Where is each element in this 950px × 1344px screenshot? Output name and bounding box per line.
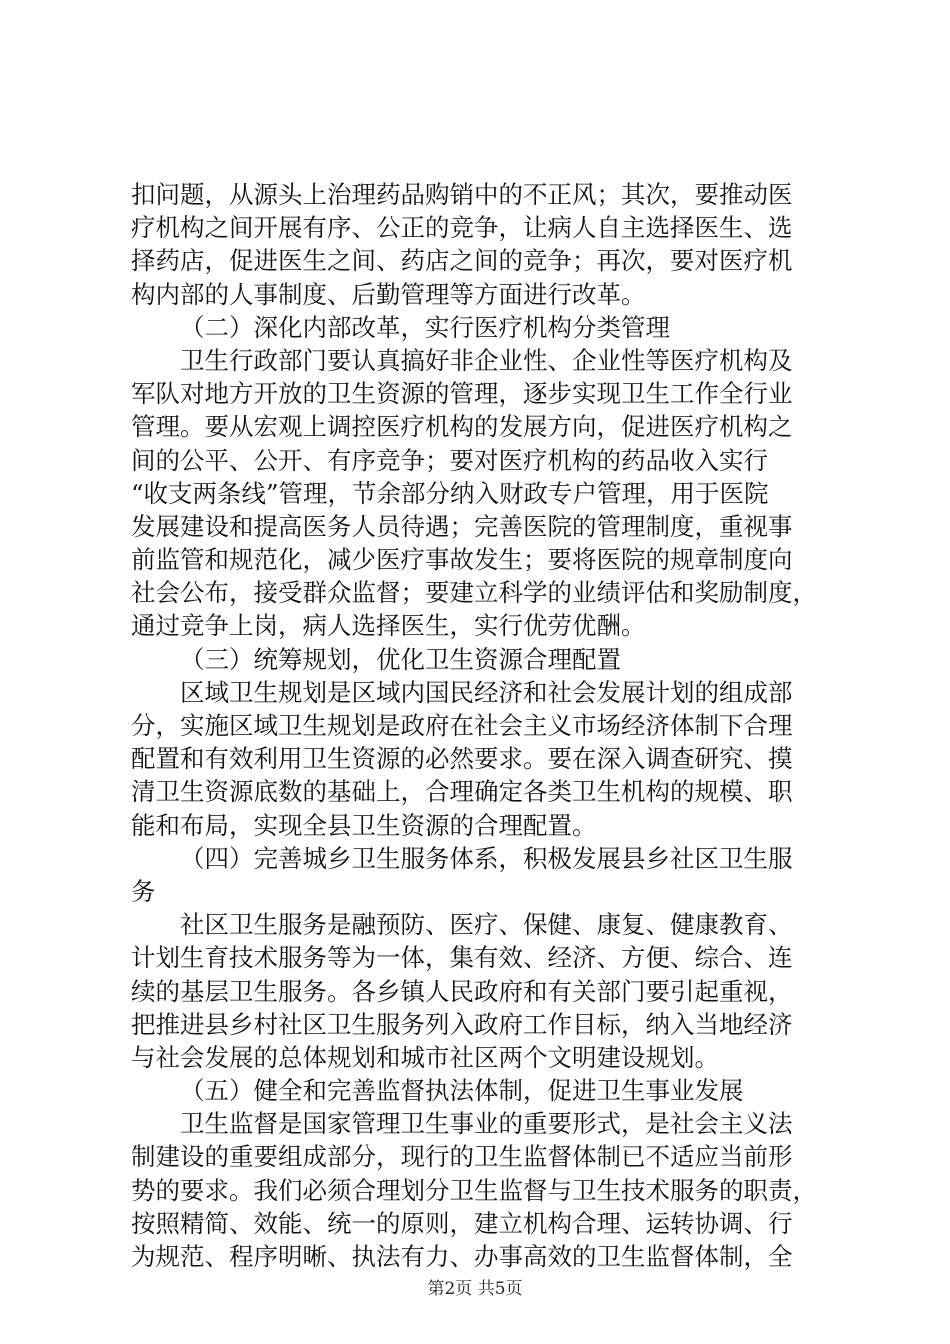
text-line: 军队对地方开放的卫生资源的管理，逐步实现卫生工作全行业 (131, 379, 793, 409)
text-line: 社会公布，接受群众监督；要建立科学的业绩评估和奖励制度， (131, 578, 817, 608)
text-line: 配置和有效利用卫生资源的必然要求。要在深入调查研究、摸 (131, 744, 793, 774)
section-heading: （五）健全和完善监督执法体制，促进卫生事业发展 (180, 1076, 744, 1106)
section-heading: （二）深化内部改革，实行医疗机构分类管理 (180, 312, 670, 342)
text-line: 分，实施区域卫生规划是政府在社会主义市场经济体制下合理 (131, 711, 793, 740)
text-line: 构内部的人事制度、后勤管理等方面进行改革。 (131, 279, 646, 309)
text-line: 通过竞争上岗，病人选择医生，实行优劳优酬。 (131, 611, 646, 641)
text-line: 与社会发展的总体规划和城市社区两个文明建设规划。 (131, 1042, 719, 1072)
text-line: 清卫生资源底数的基础上，合理确定各类卫生机构的规模、职 (131, 777, 793, 807)
section-heading: （三）统筹规划，优化卫生资源合理配置 (180, 644, 621, 674)
text-line: 疗机构之间开展有序、公正的竞争，让病人自主选择医生、选 (131, 213, 793, 243)
text-line: 势的要求。我们必须合理划分卫生监督与卫生技术服务的职责， (131, 1175, 817, 1205)
text-line: 择药店，促进医生之间、药店之间的竞争；再次，要对医疗机 (131, 246, 793, 276)
text-line: 扣问题，从源头上治理药品购销中的不正风；其次，要推动医 (131, 180, 793, 209)
text-line: 卫生行政部门要认真搞好非企业性、企业性等医疗机构及 (180, 345, 793, 375)
text-line: 发展建设和提高医务人员待遇；完善医院的管理制度，重视事 (131, 511, 793, 541)
section-heading-continuation: 务 (131, 876, 156, 906)
text-line: 社区卫生服务是融预防、医疗、保健、康复、健康教育、 (180, 910, 793, 940)
text-line: 把推进县乡村社区卫生服务列入政府工作目标，纳入当地经济 (131, 1009, 793, 1039)
text-line: 区域卫生规划是区域内国民经济和社会发展计划的组成部 (180, 677, 793, 707)
text-line: “收支两条线”管理，节余部分纳入财政专户管理，用于医院 (131, 478, 769, 508)
page-number: 第2页 共5页 (427, 1279, 523, 1299)
text-line: 制建设的重要组成部分，现行的卫生监督体制已不适应当前形 (131, 1142, 793, 1172)
text-line: 能和布局，实现全县卫生资源的合理配置。 (131, 810, 597, 840)
section-heading: （四）完善城乡卫生服务体系，积极发展县乡社区卫生服 (180, 843, 793, 873)
text-line: 管理。要从宏观上调控医疗机构的发展方向，促进医疗机构之 (131, 412, 793, 442)
text-line: 间的公平、公开、有序竞争；要对医疗机构的药品收入实行 (131, 445, 768, 475)
text-line: 续的基层卫生服务。各乡镇人民政府和有关部门要引起重视， (131, 976, 793, 1006)
text-line: 前监管和规范化，减少医疗事故发生；要将医院的规章制度向 (131, 545, 793, 575)
text-line: 按照精简、效能、统一的原则，建立机构合理、运转协调、行 (131, 1208, 793, 1238)
text-line: 为规范、程序明晰、执法有力、办事高效的卫生监督体制，全 (131, 1242, 793, 1271)
document-body (131, 178, 831, 1273)
text-line: 卫生监督是国家管理卫生事业的重要形式，是社会主义法 (180, 1109, 793, 1139)
text-line: 计划生育技术服务等为一体，集有效、经济、方便、综合、连 (131, 943, 793, 973)
